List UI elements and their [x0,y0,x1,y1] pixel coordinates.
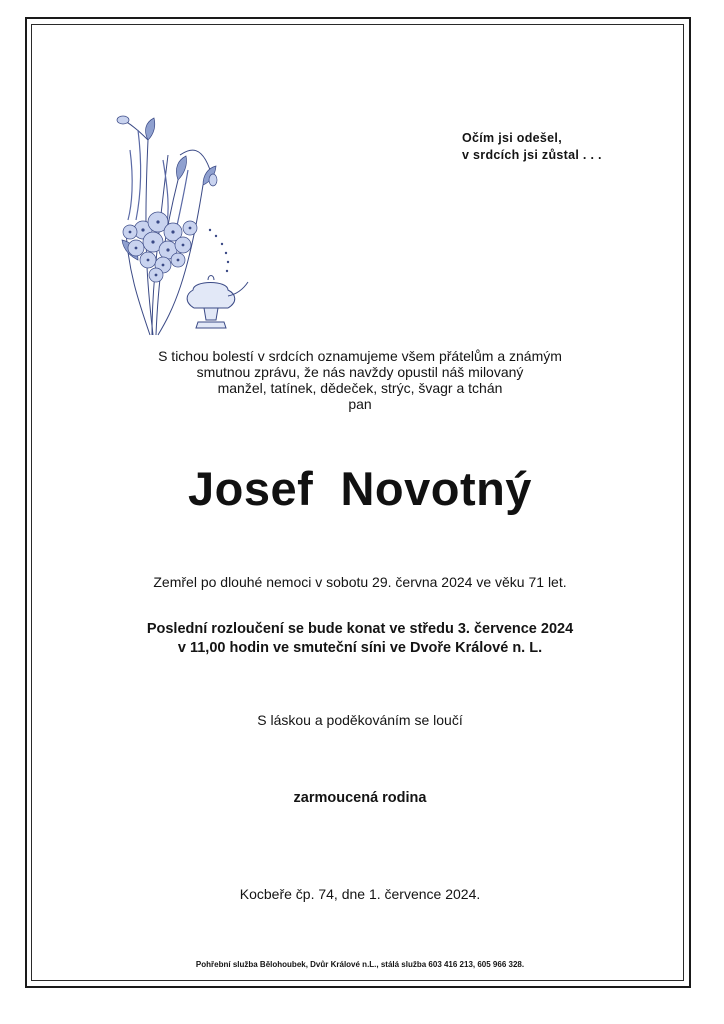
death-info: Zemřel po dlouhé nemoci v sobotu 29. června 2024 ve věku 71 let. [153,574,567,590]
place-and-date: Kocbeře čp. 74, dne 1. července 2024. [239,886,481,902]
announcement-text [60,348,660,412]
motto [462,130,602,164]
funeral-service-footer: Pohřební služba Bělohoubek, Dvůr Králové n.L., stálá služba 603 416 213, 605 966 328. [195,960,525,969]
farewell-line-1: Poslední rozloučení se bude konat ve středu 3. července 2024 [146,621,574,637]
motto-line-1: Očím jsi odešel, [462,131,562,145]
farewell-line-2: v 11,00 hodin ve smuteční síni ve Dvoře Králové n. L. [177,640,543,656]
floral-illustration [108,110,258,345]
deceased-name: Josef Novotný [188,462,532,515]
flower-vase-with-oil-lamp-icon [108,110,258,345]
motto-line-2: v srdcích jsi zůstal . . . [462,148,602,162]
announcement-line-3: manžel, tatínek, dědeček, strýc, švagr a tchán [217,380,503,396]
announcement-line-2: smutnou zprávu, že nás navždy opustil náš milovaný [196,364,524,380]
farewell-info [60,620,660,658]
family-signature: zarmoucená rodina [293,790,427,806]
announcement-line-4: pan [348,396,372,412]
thanks-line: S láskou a poděkováním se loučí [257,712,463,728]
announcement-line-1: S tichou bolestí v srdcích oznamujeme všem přátelům a známým [158,348,562,364]
